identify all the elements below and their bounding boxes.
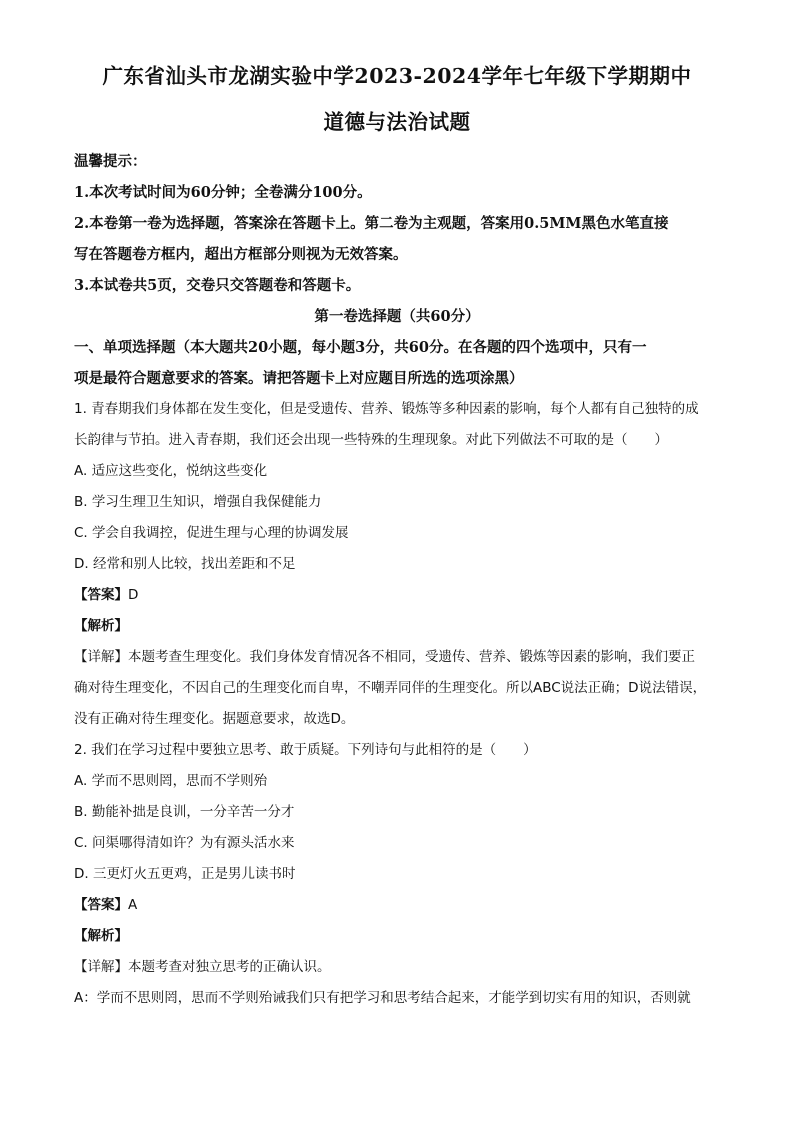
detail-line: 确对待生理变化，不因自己的生理变化而自卑，不嘲弄同伴的生理变化。所以ABC说法正确；D说法错误， xyxy=(74,680,707,696)
question-stem: 2. 我们在学习过程中要独立思考、敢于质疑。下列诗句与此相符的是（ ） xyxy=(74,742,537,758)
option-d: D. 三更灯火五更鸡，正是男儿读书时 xyxy=(74,866,296,882)
option-c: C. 学会自我调控，促进生理与心理的协调发展 xyxy=(74,525,349,541)
answer-line xyxy=(74,580,720,611)
document-subtitle: 道德与法治试题 xyxy=(323,110,471,134)
notice-item: 2.本卷第一卷为选择题，答案涂在答题卡上。第二卷为主观题，答案用0.5MM黑色水笔直接 xyxy=(74,215,669,232)
notice-item: 3.本试卷共5页，交卷只交答题卷和答题卡。 xyxy=(74,277,361,294)
document-title: 广东省汕头市龙湖实验中学2023-2024学年七年级下学期期中 xyxy=(102,64,692,88)
answer-label: 【答案】 xyxy=(74,897,128,913)
answer-line xyxy=(74,890,720,921)
question-stem: 长韵律与节拍。进入青春期，我们还会出现一些特殊的生理现象。对此下列做法不可取的是（ ） xyxy=(74,432,668,448)
option-d: D. 经常和别人比较，找出差距和不足 xyxy=(74,556,296,572)
section-title: 第一卷选择题（共60分） xyxy=(314,308,480,325)
answer-label: 【答案】 xyxy=(74,587,128,603)
notice-item: 写在答题卷方框内，超出方框部分则视为无效答案。 xyxy=(74,246,408,263)
analysis-label: 【解析】 xyxy=(74,618,128,634)
option-a: A. 适应这些变化，悦纳这些变化 xyxy=(74,463,268,479)
notice-heading: 温馨提示： xyxy=(74,153,147,170)
analysis-label: 【解析】 xyxy=(74,928,128,944)
detail-line: 没有正确对待生理变化。据题意要求，故选D。 xyxy=(74,711,355,727)
detail-line: A：学而不思则罔，思而不学则殆诫我们只有把学习和思考结合起来，才能学到切实有用的知识，否则就 xyxy=(74,990,691,1006)
option-c: C. 问渠哪得清如许？为有源头活水来 xyxy=(74,835,295,851)
section-instruction: 一、单项选择题（本大题共20小题，每小题3分，共60分。在各题的四个选项中，只有一 xyxy=(74,339,647,356)
section-instruction: 项是最符合题意要求的答案。请把答题卡上对应题目所选的选项涂黑） xyxy=(74,370,524,387)
option-b: B. 学习生理卫生知识，增强自我保健能力 xyxy=(74,494,322,510)
question-stem: 1. 青春期我们身体都在发生变化，但是受遗传、营养、锻炼等多种因素的影响，每个人都有自己独特的成 xyxy=(74,401,699,417)
notice-item: 1.本次考试时间为60分钟；全卷满分100分。 xyxy=(74,184,372,201)
detail-line: 【详解】本题考查对独立思考的正确认识。 xyxy=(74,959,331,975)
option-a: A. 学而不思则罔，思而不学则殆 xyxy=(74,773,268,789)
option-b: B. 勤能补拙是良训，一分辛苦一分才 xyxy=(74,804,295,820)
answer-value: D xyxy=(128,587,139,603)
answer-value: A xyxy=(128,897,138,913)
detail-line: 【详解】本题考查生理变化。我们身体发育情况各不相同，受遗传、营养、锻炼等因素的影响，我们要正 xyxy=(74,649,695,665)
